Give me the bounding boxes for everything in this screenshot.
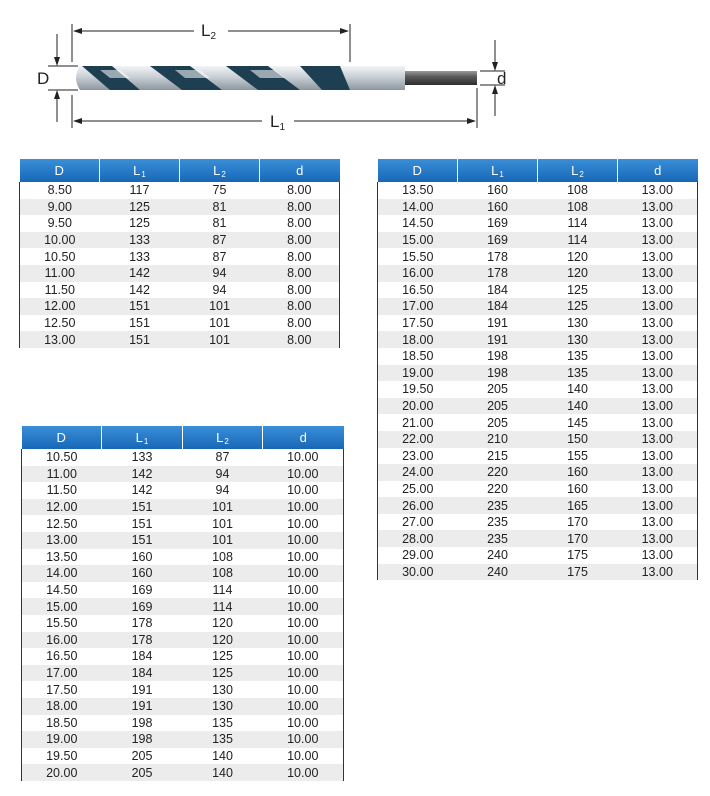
cell-d: 8.00 bbox=[260, 331, 340, 348]
cell-D: 14.50 bbox=[378, 215, 458, 232]
table-row bbox=[20, 182, 340, 199]
table-row bbox=[22, 632, 344, 649]
cell-d: 13.00 bbox=[618, 298, 698, 315]
cell-L1: 184 bbox=[487, 282, 508, 297]
cell-D: 15.00 bbox=[378, 232, 458, 249]
cell-D: 9.00 bbox=[20, 199, 100, 216]
cell-L2: 140 bbox=[212, 748, 233, 763]
cell-L1: 125 bbox=[100, 199, 180, 216]
cell-d: 8.00 bbox=[260, 182, 340, 199]
cell-L1: 178 bbox=[487, 249, 508, 264]
cell-d: 13.00 bbox=[618, 497, 698, 514]
cell-L2: 81 bbox=[212, 216, 227, 231]
cell-L2: 101 bbox=[183, 532, 263, 549]
table-row bbox=[22, 731, 344, 748]
cell-L2: 130 bbox=[567, 316, 588, 331]
cell-L2: 160 bbox=[567, 481, 588, 496]
table-row bbox=[20, 199, 340, 216]
cell-D: 13.00 bbox=[22, 532, 102, 549]
cell-d: 13.00 bbox=[618, 448, 698, 465]
spec-table-13mm-shank bbox=[377, 159, 698, 580]
table-header bbox=[378, 159, 698, 182]
cell-L1: 142 bbox=[129, 282, 150, 297]
cell-D: 15.00 bbox=[22, 598, 102, 615]
cell-D: 22.00 bbox=[378, 431, 458, 448]
cell-D: 11.00 bbox=[22, 466, 102, 483]
label-l1: L1 bbox=[270, 112, 286, 133]
cell-D: 23.00 bbox=[378, 448, 458, 465]
cell-d: 13.00 bbox=[618, 331, 698, 348]
cell-L2: 94 bbox=[215, 483, 230, 498]
cell-L2: 108 bbox=[567, 183, 588, 198]
cell-L1: 151 bbox=[102, 499, 183, 516]
cell-d: 10.00 bbox=[263, 449, 344, 466]
cell-d: 13.00 bbox=[618, 365, 698, 382]
table-row bbox=[378, 448, 698, 465]
cell-d: 10.00 bbox=[263, 632, 344, 649]
cell-L1: 169 bbox=[458, 232, 538, 249]
cell-L2: 140 bbox=[567, 382, 588, 397]
cell-d: 8.00 bbox=[260, 298, 340, 315]
cell-d: 13.00 bbox=[618, 514, 698, 531]
cell-L1: 117 bbox=[129, 183, 150, 198]
cell-L2: 94 bbox=[183, 466, 263, 483]
cell-L1: 142 bbox=[102, 466, 183, 483]
cell-L2: 120 bbox=[212, 616, 233, 631]
cell-L1: 220 bbox=[487, 481, 508, 496]
cell-L1: 151 bbox=[100, 298, 180, 315]
cell-L2: 87 bbox=[180, 232, 260, 249]
cell-L1: 125 bbox=[129, 216, 150, 231]
cell-L2: 87 bbox=[215, 450, 230, 465]
table-row bbox=[378, 232, 698, 249]
cell-d: 13.00 bbox=[618, 232, 698, 249]
cell-L1: 184 bbox=[102, 665, 183, 682]
cell-d: 13.00 bbox=[618, 199, 698, 216]
cell-L1: 151 bbox=[100, 331, 180, 348]
table-row bbox=[22, 665, 344, 682]
cell-d: 13.00 bbox=[618, 348, 698, 365]
cell-D: 26.00 bbox=[378, 497, 458, 514]
cell-L1: 169 bbox=[102, 598, 183, 615]
spec-table-8mm-shank bbox=[19, 159, 340, 348]
cell-L2: 101 bbox=[212, 516, 233, 531]
cell-L1: 198 bbox=[131, 715, 153, 730]
cell-L1: 160 bbox=[487, 183, 508, 198]
header-L1: L1 bbox=[102, 426, 183, 449]
table-row bbox=[22, 698, 344, 715]
cell-d: 13.00 bbox=[618, 248, 698, 265]
cell-D: 14.00 bbox=[22, 565, 102, 582]
cell-D: 21.00 bbox=[378, 414, 458, 431]
table-header bbox=[20, 159, 340, 182]
cell-L2: 125 bbox=[538, 298, 618, 315]
cell-L1: 178 bbox=[131, 616, 153, 631]
table-row bbox=[378, 481, 698, 498]
table-row bbox=[22, 615, 344, 632]
cell-L2: 160 bbox=[538, 464, 618, 481]
cell-L1: 178 bbox=[102, 632, 183, 649]
cell-L2: 130 bbox=[538, 331, 618, 348]
cell-L1: 191 bbox=[102, 698, 183, 715]
cell-d: 10.00 bbox=[263, 748, 344, 765]
cell-d: 13.00 bbox=[618, 547, 698, 564]
header-L2: L2 bbox=[180, 159, 260, 182]
cell-L2: 81 bbox=[180, 199, 260, 216]
cell-L1: 184 bbox=[458, 298, 538, 315]
cell-d: 10.00 bbox=[263, 515, 344, 532]
cell-D: 17.00 bbox=[22, 665, 102, 682]
cell-L2: 150 bbox=[538, 431, 618, 448]
cell-D: 30.00 bbox=[378, 564, 458, 581]
cell-D: 18.00 bbox=[378, 331, 458, 348]
cell-d: 10.00 bbox=[263, 731, 344, 748]
table-row bbox=[22, 764, 344, 781]
cell-L1: 235 bbox=[458, 530, 538, 547]
cell-D: 16.50 bbox=[22, 648, 102, 665]
cell-L2: 94 bbox=[212, 282, 227, 297]
cell-d: 13.00 bbox=[618, 414, 698, 431]
table-row bbox=[22, 549, 344, 566]
cell-L1: 205 bbox=[487, 415, 508, 430]
cell-d: 8.00 bbox=[260, 265, 340, 282]
table-row bbox=[378, 331, 698, 348]
cell-D: 9.50 bbox=[20, 215, 100, 232]
cell-L1: 160 bbox=[131, 549, 153, 564]
cell-L1: 191 bbox=[487, 316, 508, 331]
cell-d: 10.00 bbox=[263, 698, 344, 715]
cell-D: 14.50 bbox=[22, 582, 102, 599]
cell-d: 8.00 bbox=[260, 315, 340, 332]
cell-L2: 120 bbox=[567, 249, 588, 264]
table-row bbox=[378, 199, 698, 216]
cell-d: 13.00 bbox=[618, 481, 698, 498]
cell-L2: 114 bbox=[183, 598, 263, 615]
table-row bbox=[22, 598, 344, 615]
label-d: d bbox=[497, 69, 507, 88]
table-row bbox=[20, 315, 340, 332]
cell-L1: 198 bbox=[458, 365, 538, 382]
table-row bbox=[22, 582, 344, 599]
header-D: D bbox=[20, 159, 100, 182]
cell-d: 13.00 bbox=[618, 282, 698, 299]
cell-d: 13.00 bbox=[618, 398, 698, 415]
table-row bbox=[20, 248, 340, 265]
cell-L2: 125 bbox=[212, 649, 233, 664]
cell-L2: 108 bbox=[538, 199, 618, 216]
cell-d: 10.00 bbox=[263, 482, 344, 499]
cell-d: 13.00 bbox=[618, 315, 698, 332]
cell-D: 10.00 bbox=[20, 232, 100, 249]
table-row bbox=[22, 648, 344, 665]
table-row bbox=[22, 482, 344, 499]
cell-d: 10.00 bbox=[263, 648, 344, 665]
cell-L2: 101 bbox=[209, 316, 230, 331]
cell-d: 8.00 bbox=[260, 232, 340, 249]
cell-L2: 140 bbox=[183, 764, 263, 781]
cell-L2: 114 bbox=[538, 232, 618, 249]
table-row bbox=[20, 331, 340, 348]
cell-d: 13.00 bbox=[618, 564, 698, 581]
cell-d: 8.00 bbox=[260, 215, 340, 232]
table-row bbox=[22, 748, 344, 765]
cell-D: 25.00 bbox=[378, 481, 458, 498]
header-d: d bbox=[260, 159, 340, 182]
cell-D: 11.00 bbox=[20, 265, 100, 282]
label-l2: L2 bbox=[201, 21, 217, 42]
header-D: D bbox=[378, 159, 458, 182]
table-row bbox=[378, 464, 698, 481]
cell-D: 14.00 bbox=[378, 199, 458, 216]
cell-d: 13.00 bbox=[618, 464, 698, 481]
cell-L1: 160 bbox=[102, 565, 183, 582]
cell-d: 13.00 bbox=[618, 215, 698, 232]
cell-D: 12.00 bbox=[22, 499, 102, 516]
cell-L2: 108 bbox=[183, 565, 263, 582]
cell-D: 10.50 bbox=[20, 248, 100, 265]
table-row bbox=[22, 715, 344, 732]
cell-D: 13.50 bbox=[22, 549, 102, 566]
cell-D: 19.50 bbox=[22, 748, 102, 765]
cell-L2: 145 bbox=[567, 415, 588, 430]
table-row bbox=[378, 298, 698, 315]
cell-L2: 125 bbox=[183, 665, 263, 682]
header-L2: L2 bbox=[538, 159, 618, 182]
cell-d: 10.00 bbox=[263, 499, 344, 516]
table-row bbox=[378, 514, 698, 531]
cell-L1: 205 bbox=[102, 764, 183, 781]
drill-shank bbox=[405, 71, 477, 85]
cell-L1: 184 bbox=[131, 649, 153, 664]
cell-L1: 142 bbox=[100, 265, 180, 282]
cell-L1: 151 bbox=[102, 532, 183, 549]
cell-d: 8.00 bbox=[260, 199, 340, 216]
cell-d: 10.00 bbox=[263, 598, 344, 615]
cell-d: 10.00 bbox=[263, 681, 344, 698]
cell-L1: 235 bbox=[487, 515, 508, 530]
table-row bbox=[378, 547, 698, 564]
cell-d: 10.00 bbox=[263, 665, 344, 682]
cell-d: 10.00 bbox=[263, 466, 344, 483]
cell-D: 28.00 bbox=[378, 530, 458, 547]
table-row bbox=[378, 282, 698, 299]
cell-L2: 170 bbox=[538, 530, 618, 547]
cell-L1: 215 bbox=[487, 448, 508, 463]
header-d: d bbox=[618, 159, 698, 182]
cell-L1: 160 bbox=[458, 199, 538, 216]
cell-d: 8.00 bbox=[260, 282, 340, 299]
spec-table-10mm-shank bbox=[21, 426, 344, 781]
cell-L1: 205 bbox=[458, 398, 538, 415]
cell-d: 13.00 bbox=[618, 530, 698, 547]
table-row bbox=[20, 215, 340, 232]
cell-L2: 130 bbox=[212, 682, 233, 697]
cell-D: 12.50 bbox=[20, 315, 100, 332]
cell-d: 13.00 bbox=[618, 431, 698, 448]
cell-D: 18.50 bbox=[22, 715, 102, 732]
cell-L2: 125 bbox=[567, 282, 588, 297]
cell-L1: 133 bbox=[100, 232, 180, 249]
cell-d: 10.00 bbox=[263, 565, 344, 582]
cell-L2: 155 bbox=[567, 448, 588, 463]
cell-D: 17.50 bbox=[22, 681, 102, 698]
cell-L2: 135 bbox=[212, 715, 233, 730]
cell-L1: 205 bbox=[487, 382, 508, 397]
table-row bbox=[378, 215, 698, 232]
cell-L2: 135 bbox=[183, 731, 263, 748]
table-row bbox=[378, 315, 698, 332]
cell-D: 16.00 bbox=[378, 265, 458, 282]
cell-L1: 220 bbox=[458, 464, 538, 481]
cell-L2: 75 bbox=[212, 183, 227, 198]
cell-d: 13.00 bbox=[618, 182, 698, 199]
drill-bit-diagram bbox=[0, 0, 710, 140]
cell-D: 10.50 bbox=[22, 449, 102, 466]
table-row bbox=[22, 681, 344, 698]
cell-L1: 169 bbox=[487, 216, 508, 231]
cell-D: 19.00 bbox=[22, 731, 102, 748]
cell-L2: 135 bbox=[567, 349, 588, 364]
cell-D: 12.50 bbox=[22, 515, 102, 532]
cell-L2: 101 bbox=[180, 298, 260, 315]
cell-D: 24.00 bbox=[378, 464, 458, 481]
cell-D: 20.00 bbox=[378, 398, 458, 415]
table-row bbox=[378, 431, 698, 448]
cell-L2: 87 bbox=[212, 249, 227, 264]
cell-D: 18.50 bbox=[378, 348, 458, 365]
cell-D: 27.00 bbox=[378, 514, 458, 531]
table-row bbox=[378, 564, 698, 581]
table-row bbox=[378, 365, 698, 382]
cell-L2: 120 bbox=[538, 265, 618, 282]
cell-L1: 133 bbox=[131, 450, 153, 465]
cell-L1: 191 bbox=[458, 331, 538, 348]
cell-D: 19.50 bbox=[378, 381, 458, 398]
cell-L2: 135 bbox=[538, 365, 618, 382]
cell-L1: 235 bbox=[458, 497, 538, 514]
cell-d: 10.00 bbox=[263, 549, 344, 566]
table-row bbox=[378, 530, 698, 547]
cell-L1: 191 bbox=[131, 682, 153, 697]
cell-L1: 205 bbox=[131, 748, 153, 763]
table-row bbox=[378, 381, 698, 398]
header-D: D bbox=[22, 426, 102, 449]
header-L1: L1 bbox=[458, 159, 538, 182]
table-row bbox=[20, 265, 340, 282]
cell-L1: 169 bbox=[131, 583, 153, 598]
cell-D: 18.00 bbox=[22, 698, 102, 715]
cell-L2: 108 bbox=[212, 549, 233, 564]
cell-L2: 114 bbox=[567, 216, 588, 231]
table-row bbox=[378, 265, 698, 282]
cell-L1: 133 bbox=[129, 249, 150, 264]
table-row bbox=[378, 497, 698, 514]
cell-D: 16.00 bbox=[22, 632, 102, 649]
cell-L1: 151 bbox=[131, 516, 153, 531]
cell-L2: 101 bbox=[180, 331, 260, 348]
cell-L2: 165 bbox=[538, 497, 618, 514]
table-row bbox=[378, 398, 698, 415]
cell-D: 20.00 bbox=[22, 764, 102, 781]
cell-D: 15.50 bbox=[378, 248, 458, 265]
header-L2: L2 bbox=[183, 426, 263, 449]
header-L1: L1 bbox=[100, 159, 180, 182]
label-D: D bbox=[37, 69, 50, 88]
cell-d: 10.00 bbox=[263, 715, 344, 732]
cell-D: 29.00 bbox=[378, 547, 458, 564]
cell-D: 11.50 bbox=[22, 482, 102, 499]
dim-l2 bbox=[72, 24, 350, 62]
cell-L2: 101 bbox=[183, 499, 263, 516]
cell-L1: 210 bbox=[458, 431, 538, 448]
table-row bbox=[378, 248, 698, 265]
cell-D: 17.50 bbox=[378, 315, 458, 332]
table-row bbox=[22, 532, 344, 549]
dim-D bbox=[48, 34, 78, 122]
cell-D: 11.50 bbox=[20, 282, 100, 299]
cell-L2: 94 bbox=[180, 265, 260, 282]
cell-D: 12.00 bbox=[20, 298, 100, 315]
cell-d: 8.00 bbox=[260, 248, 340, 265]
cell-L1: 240 bbox=[487, 548, 508, 563]
cell-D: 13.50 bbox=[378, 182, 458, 199]
cell-D: 16.50 bbox=[378, 282, 458, 299]
table-row bbox=[20, 232, 340, 249]
table-row bbox=[22, 449, 344, 466]
cell-D: 17.00 bbox=[378, 298, 458, 315]
table-row bbox=[20, 298, 340, 315]
table-row bbox=[22, 565, 344, 582]
cell-L1: 198 bbox=[102, 731, 183, 748]
cell-L2: 175 bbox=[567, 548, 588, 563]
header-d: d bbox=[263, 426, 344, 449]
table-row bbox=[22, 499, 344, 516]
table-row bbox=[22, 466, 344, 483]
cell-d: 10.00 bbox=[263, 764, 344, 781]
table-row bbox=[22, 515, 344, 532]
cell-L1: 240 bbox=[458, 564, 538, 581]
table-row bbox=[378, 414, 698, 431]
cell-D: 19.00 bbox=[378, 365, 458, 382]
cell-L2: 120 bbox=[183, 632, 263, 649]
cell-d: 10.00 bbox=[263, 615, 344, 632]
drill-collar bbox=[350, 66, 405, 90]
cell-d: 13.00 bbox=[618, 265, 698, 282]
cell-L2: 175 bbox=[538, 564, 618, 581]
cell-L1: 151 bbox=[129, 316, 150, 331]
table-header bbox=[22, 426, 344, 449]
cell-L2: 130 bbox=[183, 698, 263, 715]
cell-D: 15.50 bbox=[22, 615, 102, 632]
cell-d: 13.00 bbox=[618, 381, 698, 398]
table-row bbox=[378, 182, 698, 199]
table-row bbox=[378, 348, 698, 365]
table-row bbox=[20, 282, 340, 299]
cell-L2: 140 bbox=[538, 398, 618, 415]
cell-L2: 170 bbox=[567, 515, 588, 530]
cell-D: 13.00 bbox=[20, 331, 100, 348]
cell-L1: 142 bbox=[131, 483, 153, 498]
cell-d: 10.00 bbox=[263, 582, 344, 599]
cell-d: 10.00 bbox=[263, 532, 344, 549]
cell-L1: 178 bbox=[458, 265, 538, 282]
cell-L2: 114 bbox=[212, 583, 233, 598]
cell-D: 8.50 bbox=[20, 182, 100, 199]
cell-L1: 198 bbox=[487, 349, 508, 364]
